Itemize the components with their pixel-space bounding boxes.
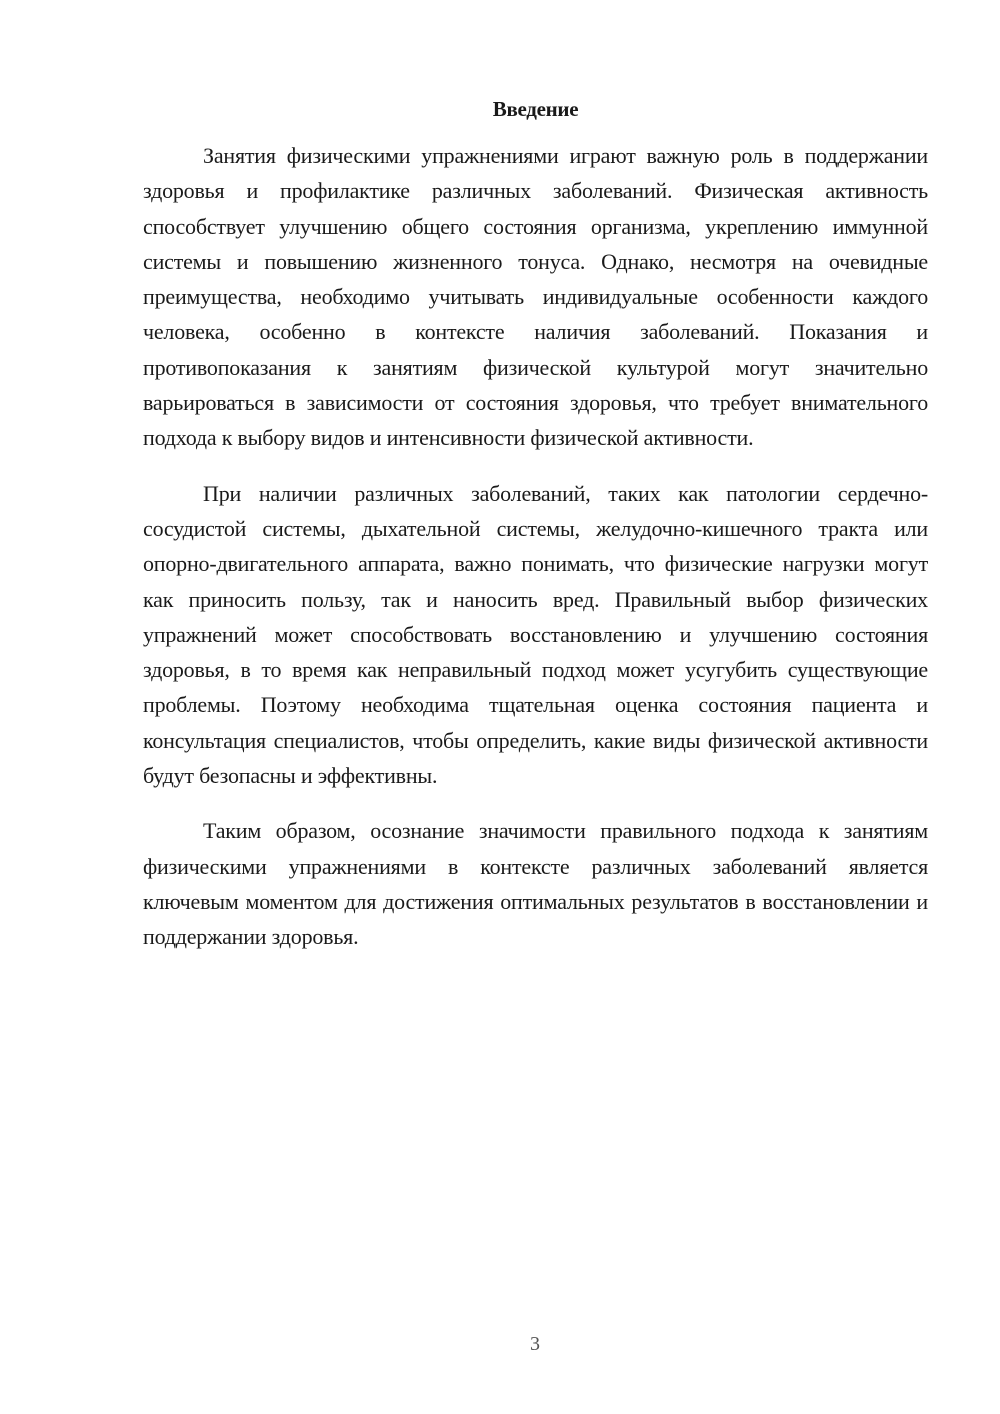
page-number: 3 (530, 1333, 540, 1355)
section-title: Введение (492, 97, 579, 121)
document-body (143, 92, 928, 955)
paragraph-2: При наличии различных заболеваний, таких как патологии сердечно-сосудистой системы, дыхательной системы, желудочно-кишечного тракта или опорно-двигательного аппарата, важно понимать, что физические нагрузки могут как приносить пользу, так и наносить вред. Правильный выбор физических упражнений может способствовать восстановлению и улучшению состояния здоровья, в то время как неправильный подход может усугубить существующие проблемы. Поэтому необходима тщательная оценка состояния пациента и консультация специалистов, чтобы определить, какие виды физической активности будут безопасны и эффективны. (143, 480, 928, 789)
paragraph-3: Таким образом, осознание значимости правильного подхода к занятиям физическими упражнениями в контексте различных заболеваний является ключевым моментом для достижения оптимальных результатов в восстановлении и поддержании здоровья. (143, 818, 928, 950)
paragraph-1: Занятия физическими упражнениями играют важную роль в поддержании здоровья и профилактике различных заболеваний. Физическая активность способствует улучшению общего состояния организма, укреплению иммунной системы и повышению жизненного тонуса. Однако, несмотря на очевидные преимущества, необходимо учитывать индивидуальные особенности каждого человека, особенно в контексте наличия заболеваний. Показания и противопоказания к занятиям физической культурой могут значительно варьироваться в зависимости от состояния здоровья, что требует внимательного подхода к выбору видов и интенсивности физической активности. (143, 143, 928, 451)
